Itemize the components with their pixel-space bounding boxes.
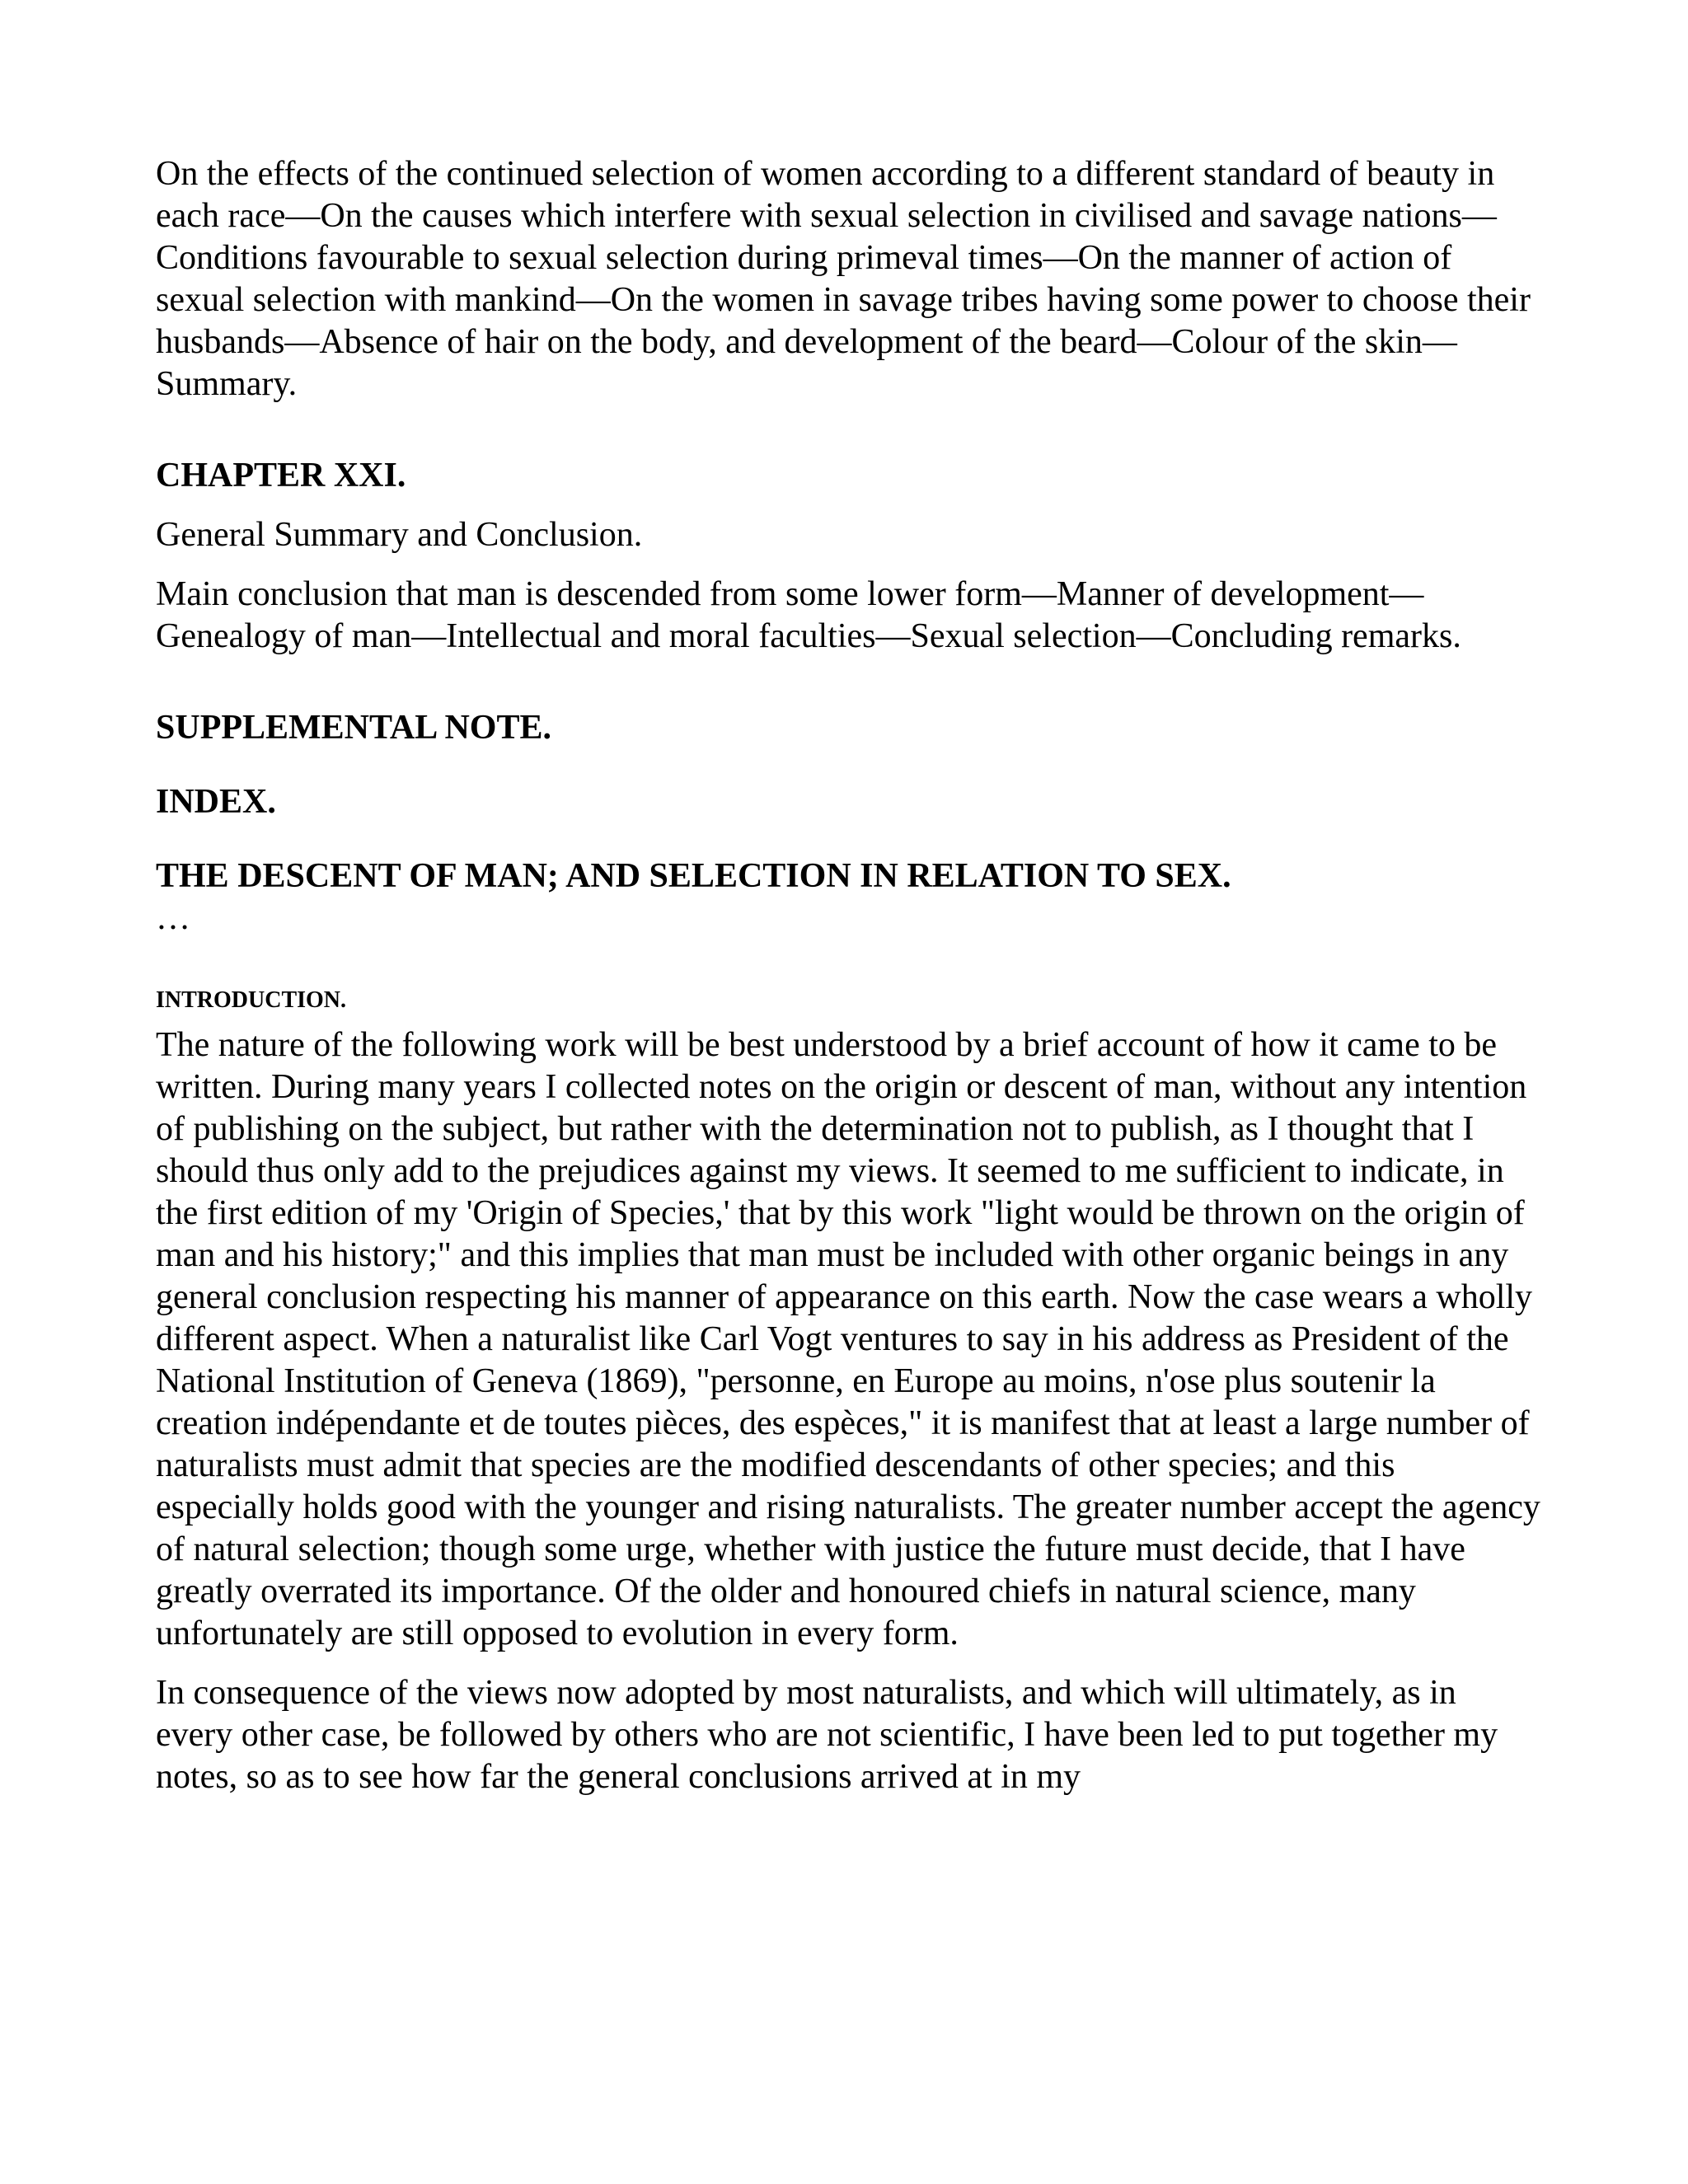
supplemental-note-heading: SUPPLEMENTAL NOTE. bbox=[156, 709, 551, 747]
book-title: THE DESCENT OF MAN; AND SELECTION IN RELATION TO SEX. bbox=[156, 857, 1231, 895]
introduction-paragraph-2: In consequence of the views now adopted by most naturalists, and which will ultimately, as in every other case, be followed by others who are not scientific, I have been led to put together my notes, so as to see how far the general conclusions arrived at in my bbox=[156, 1674, 1498, 1796]
introduction-heading: INTRODUCTION. bbox=[156, 987, 347, 1013]
chapter-21-heading: CHAPTER XXI. bbox=[156, 457, 406, 494]
chapter-21-title: General Summary and Conclusion. bbox=[156, 516, 643, 554]
index-heading: INDEX. bbox=[156, 783, 276, 821]
ellipsis-separator: … bbox=[156, 899, 190, 937]
chapter-20-summary: On the effects of the continued selection of women according to a different standard of beauty in each race—On the causes which interfere with sexual selection in civilised and savage nations—Conditions favourable to sexual selection during primeval times—On the manner of action of sexual selection with mankind—On the women in savage tribes having some power to choose their husbands—Absence of hair on the body, and development of the beard—Colour of the skin—Summary. bbox=[156, 155, 1531, 403]
introduction-paragraph-1: The nature of the following work will be best understood by a brief account of how it came to be written. During many years I collected notes on the origin or descent of man, without any intention of publishing on the subject, but rather with the determination not to publish, as I thought that I should thus only add to the prejudices against my views. It seemed to me sufficient to indicate, in the first edition of my 'Origin of Species,' that by this work "light would be thrown on the origin of man and his history;" and this implies that man must be included with other organic beings in any general conclusion respecting his manner of appearance on this earth. Now the case wears a wholly different aspect. When a naturalist like Carl Vogt ventures to say in his address as President of the National Institution of Geneva (1869), "personne, en Europe au moins, n'ose plus soutenir la creation indépendante et de toutes pièces, des espèces," it is manifest that at least a large number of naturalists must admit that species are the modified descendants of other species; and this especially holds good with the younger and rising naturalists. The greater number accept the agency of natural selection; though some urge, whether with justice the future must decide, that I have greatly overrated its importance. Of the older and honoured chiefs in natural science, many unfortunately are still opposed to evolution in every form. bbox=[156, 1026, 1540, 1652]
chapter-21-summary: Main conclusion that man is descended from some lower form—Manner of development—Genealogy of man—Intellectual and moral faculties—Sexual selection—Concluding remarks. bbox=[156, 575, 1461, 655]
document-page bbox=[156, 153, 1540, 1816]
